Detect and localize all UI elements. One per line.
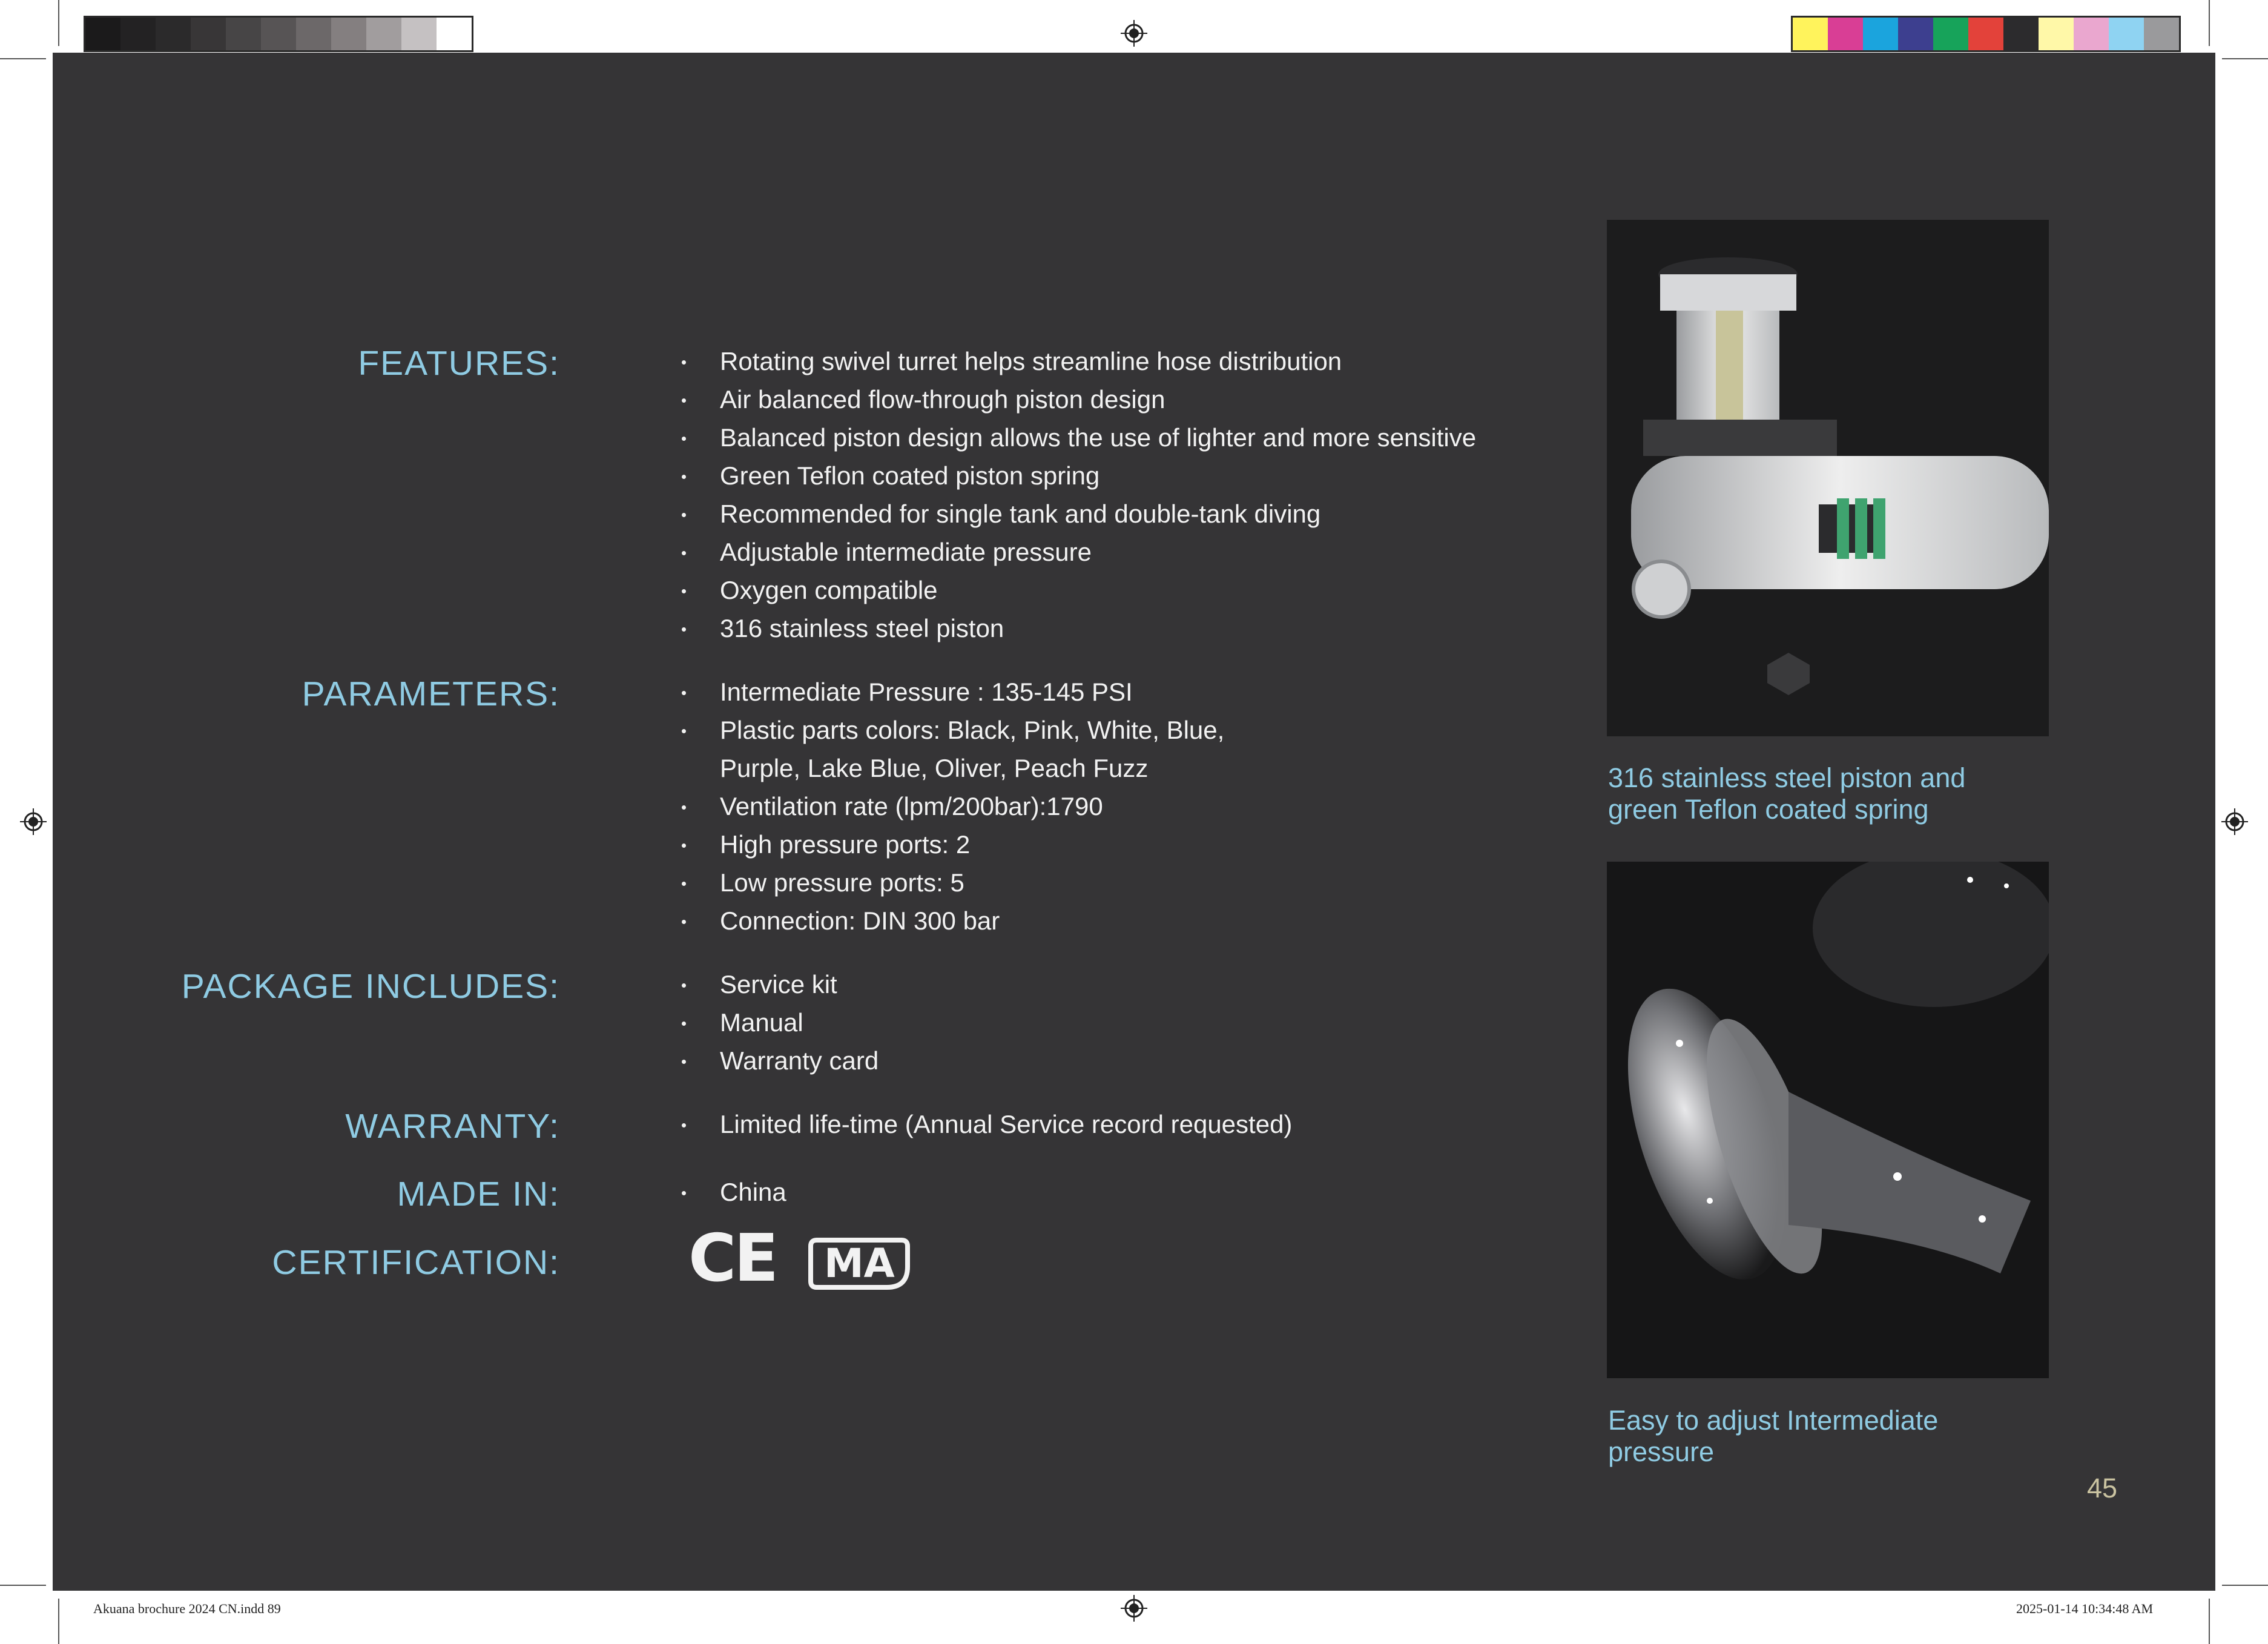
made-in-heading: MADE IN: <box>397 1175 560 1213</box>
brochure-page <box>53 53 2215 1591</box>
crop-mark <box>0 1585 46 1586</box>
caption-line: pressure <box>1608 1436 1715 1467</box>
made-in-list <box>720 1173 786 1211</box>
color-swatch <box>1933 18 1968 50</box>
color-swatch <box>1863 18 1898 50</box>
color-swatch <box>1898 18 1933 50</box>
gray-swatch <box>261 18 296 50</box>
registration-mark-icon <box>2221 808 2248 835</box>
list-item: Rotating swivel turret helps streamline hose distribution <box>720 342 1476 380</box>
list-item: Limited life-time (Annual Service record requested) <box>720 1105 1292 1143</box>
registration-mark-icon <box>20 808 47 835</box>
gray-swatch <box>366 18 401 50</box>
page-number: 45 <box>2087 1473 2118 1504</box>
list-item: 316 stainless steel piston <box>720 609 1476 647</box>
list-item: Recommended for single tank and double-tank diving <box>720 495 1476 533</box>
cma-mark-text: MA <box>824 1240 895 1287</box>
caption-line: green Teflon coated spring <box>1608 794 1929 825</box>
gray-swatch <box>437 18 472 50</box>
slug-left: Akuana brochure 2024 CN.indd 89 <box>93 1601 281 1616</box>
warranty-heading: WARRANTY: <box>345 1107 560 1146</box>
slug-right: 2025-01-14 10:34:48 AM <box>2016 1601 2154 1616</box>
list-item: Service kit <box>720 965 879 1003</box>
list-item: Plastic parts colors: Black, Pink, White, Blue, <box>720 711 1224 749</box>
list-item: Oxygen compatible <box>720 571 1476 609</box>
list-item: Warranty card <box>720 1042 879 1080</box>
caption-line: 316 stainless steel piston and <box>1608 762 1966 793</box>
certification-heading: CERTIFICATION: <box>272 1243 560 1282</box>
list-item: Air balanced flow-through piston design <box>720 380 1476 418</box>
crop-mark <box>58 1599 59 1644</box>
gray-swatch <box>401 18 437 50</box>
list-item: Connection: DIN 300 bar <box>720 902 1224 940</box>
list-item: High pressure ports: 2 <box>720 825 1224 863</box>
list-item: Balanced piston design allows the use of lighter and more sensitive <box>720 418 1476 457</box>
color-swatch <box>1828 18 1863 50</box>
color-bar <box>1791 16 2181 52</box>
gray-swatch <box>226 18 261 50</box>
crop-mark <box>58 0 59 46</box>
list-item: Manual <box>720 1003 879 1042</box>
caption-line: Easy to adjust Intermediate <box>1608 1405 1939 1436</box>
package-list <box>720 965 879 1080</box>
registration-mark-icon <box>1121 1595 1147 1622</box>
package-heading: PACKAGE INCLUDES: <box>181 967 560 1006</box>
gray-swatch <box>331 18 366 50</box>
crop-mark <box>2222 58 2268 59</box>
list-item: Green Teflon coated piston spring <box>720 457 1476 495</box>
regulator-photo <box>1607 862 2049 1378</box>
color-swatch <box>2074 18 2109 50</box>
list-item: Low pressure ports: 5 <box>720 863 1224 902</box>
crop-mark <box>2209 1599 2210 1644</box>
grayscale-bar <box>84 16 473 52</box>
list-item: Purple, Lake Blue, Oliver, Peach Fuzz <box>720 754 1149 782</box>
list-item: Intermediate Pressure : 135-145 PSI <box>720 673 1224 711</box>
registration-mark-icon <box>1121 20 1147 47</box>
color-swatch <box>2109 18 2144 50</box>
list-item: Adjustable intermediate pressure <box>720 533 1476 571</box>
features-list <box>720 342 1476 647</box>
gray-swatch <box>296 18 331 50</box>
crop-mark <box>2222 1585 2268 1586</box>
color-swatch <box>2144 18 2179 50</box>
photo-caption <box>1608 1405 1938 1468</box>
parameters-heading: PARAMETERS: <box>302 675 560 713</box>
gray-swatch <box>191 18 226 50</box>
gray-swatch <box>156 18 191 50</box>
cma-mark <box>808 1236 910 1291</box>
color-swatch <box>1968 18 2003 50</box>
list-item: China <box>720 1173 786 1211</box>
features-heading: FEATURES: <box>358 344 560 383</box>
gray-swatch <box>120 18 156 50</box>
ce-mark-text: CE <box>688 1221 777 1296</box>
gray-swatch <box>85 18 120 50</box>
cutaway-photo <box>1607 220 2049 736</box>
ce-mark <box>688 1221 777 1296</box>
photo-caption <box>1608 762 1965 825</box>
parameters-list <box>720 673 1224 940</box>
crop-mark <box>0 58 46 59</box>
crop-mark <box>2209 0 2210 46</box>
color-swatch <box>2003 18 2039 50</box>
list-item: Ventilation rate (lpm/200bar):1790 <box>720 787 1224 825</box>
color-swatch <box>2039 18 2074 50</box>
color-swatch <box>1793 18 1828 50</box>
warranty-list <box>720 1105 1292 1143</box>
